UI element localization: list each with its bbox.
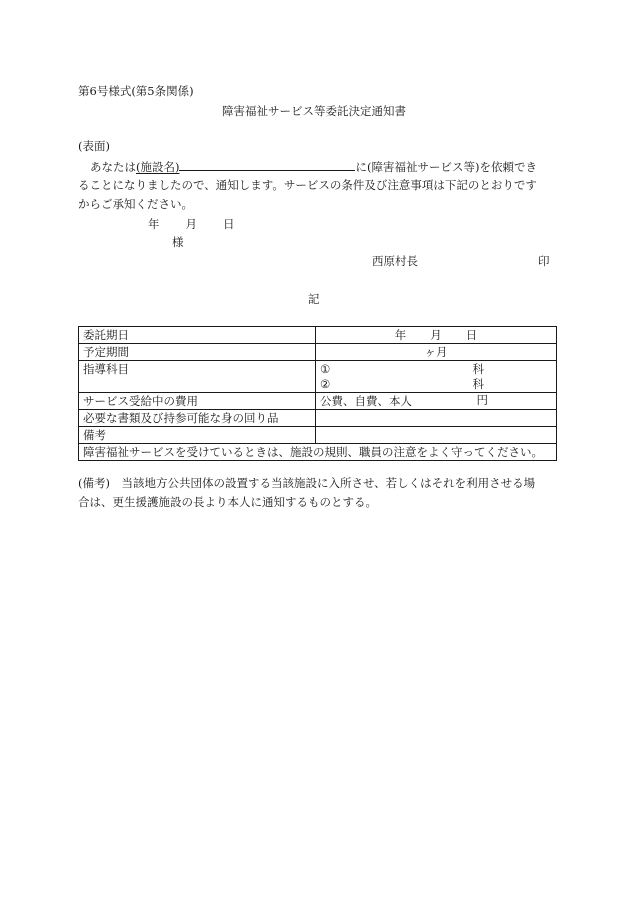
table-row: [79, 393, 557, 410]
ki-heading: 記: [308, 292, 320, 306]
facility-name-blank: [179, 159, 355, 171]
row-label: 必要な書類及び持参可能な身の回り品: [79, 410, 316, 427]
notice-line-2: ることになりましたので、通知します。サービスの条件及び注意事項は下記のとおりです: [78, 178, 537, 192]
line1-suffix: に(障害福祉サービス等)を依頼でき: [355, 160, 537, 174]
belongings-cell: [316, 410, 557, 427]
notice-line-3: からご承知ください。: [78, 197, 193, 211]
subject-number-2: ②: [320, 377, 331, 391]
cost-options: 公費、自費、本人: [320, 394, 412, 408]
entrustment-date-cell: [316, 327, 557, 344]
notice-line-1: [90, 159, 537, 174]
subject-line-2: [320, 377, 552, 392]
planned-period-cell: ヶ月: [316, 344, 557, 361]
table-row: [79, 327, 557, 344]
details-table: [78, 326, 557, 461]
table-row: [79, 427, 557, 444]
date-line: [148, 219, 235, 231]
recipient-honorific: 様: [172, 235, 184, 249]
row-label: サービス受給中の費用: [79, 393, 316, 410]
date-day: 日: [223, 217, 235, 231]
table-month: 月: [430, 328, 442, 342]
section-label: (表面): [78, 139, 110, 153]
footer-note: 障害福祉サービスを受けているときは、施設の規則、職員の注意をよく守ってください。: [79, 444, 557, 461]
row-label: 委託期日: [79, 327, 316, 344]
remarks-line-2: 合は、更生援護施設の長より本人に通知するものとする。: [78, 495, 377, 509]
document-title: 障害福祉サービス等委託決定通知書: [222, 104, 406, 118]
subject-unit-1: 科: [472, 362, 484, 376]
subject-line-1: [320, 362, 552, 377]
notes-cell: [316, 427, 557, 444]
line1-prefix: あなたは: [90, 160, 136, 174]
table-day: 日: [465, 328, 478, 342]
date-month: 月: [185, 217, 197, 231]
date-year: 年: [148, 217, 160, 231]
subjects-cell: [316, 361, 557, 393]
seal-mark: 印: [538, 254, 550, 268]
row-label: 指導科目: [79, 361, 316, 393]
cost-unit: 円: [476, 393, 488, 407]
row-label: 備考: [79, 427, 316, 444]
issuer: 西原村長: [372, 254, 418, 268]
table-year: 年: [394, 328, 407, 342]
form-number: 第6号様式(第5条関係): [78, 84, 194, 98]
subject-unit-2: 科: [472, 377, 484, 391]
facility-name-label: (施設名): [136, 160, 180, 174]
table-row: [79, 410, 557, 427]
cost-cell: [316, 393, 557, 410]
remarks-line-1: (備考) 当該地方公共団体の設置する当該施設に入所させ、若しくはそれを利用させる場: [78, 476, 536, 490]
subject-number-1: ①: [320, 362, 331, 376]
table-row: [79, 361, 557, 393]
row-label: 予定期間: [79, 344, 316, 361]
table-row: [79, 444, 557, 461]
table-row: [79, 344, 557, 361]
